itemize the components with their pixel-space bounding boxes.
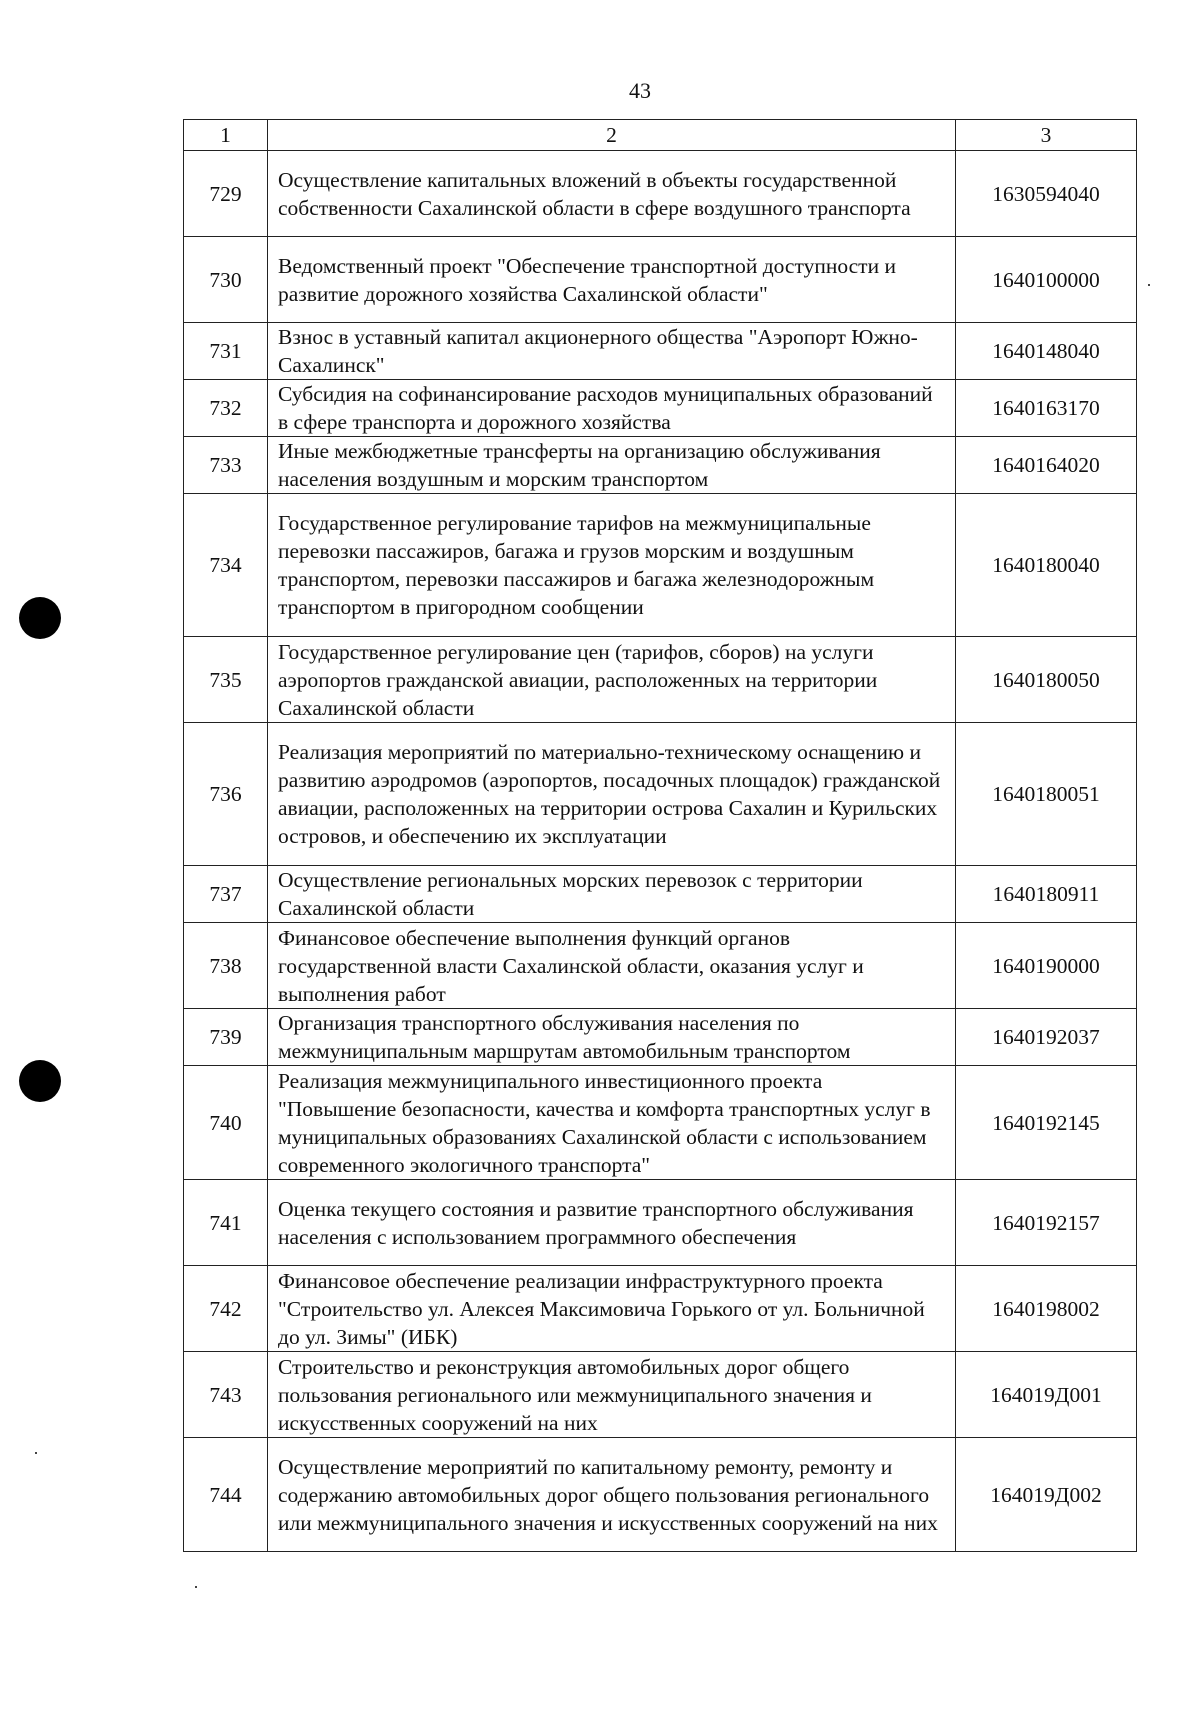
row-code: 1640192145 bbox=[956, 1066, 1137, 1180]
row-description: Государственное регулирование цен (тарифов, сборов) на услуги аэропортов гражданской авиации, расположенных на территории Сахалинской области bbox=[268, 637, 956, 723]
row-code: 1640100000 bbox=[956, 237, 1137, 323]
row-number: 739 bbox=[184, 1009, 268, 1066]
row-code: 1640192157 bbox=[956, 1180, 1137, 1266]
column-header-number: 1 bbox=[184, 120, 268, 151]
row-description: Государственное регулирование тарифов на межмуниципальные перевозки пассажиров, багажа и грузов морским и воздушным транспортом, перевозки пассажиров и багажа железнодорожным транспортом в пригородном сообщении bbox=[268, 494, 956, 637]
row-number: 738 bbox=[184, 923, 268, 1009]
row-description: Осуществление мероприятий по капитальному ремонту, ремонту и содержанию автомобильных дорог общего пользования регионального или межмуниципального значения и искусственных сооружений на них bbox=[268, 1438, 956, 1552]
table-row bbox=[184, 437, 1137, 494]
row-description: Оценка текущего состояния и развитие транспортного обслуживания населения с использованием программного обеспечения bbox=[268, 1180, 956, 1266]
table-row bbox=[184, 1009, 1137, 1066]
row-number: 740 bbox=[184, 1066, 268, 1180]
table-row bbox=[184, 323, 1137, 380]
row-code: 1640163170 bbox=[956, 380, 1137, 437]
row-code: 1640192037 bbox=[956, 1009, 1137, 1066]
row-number: 736 bbox=[184, 723, 268, 866]
table-row bbox=[184, 923, 1137, 1009]
row-number: 742 bbox=[184, 1266, 268, 1352]
row-code: 164019Д002 bbox=[956, 1438, 1137, 1552]
row-number: 730 bbox=[184, 237, 268, 323]
row-description: Финансовое обеспечение реализации инфраструктурного проекта "Строительство ул. Алексея Максимовича Горького от ул. Больничной до ул. Зимы" (ИБК) bbox=[268, 1266, 956, 1352]
row-description: Организация транспортного обслуживания населения по межмуниципальным маршрутам автомобильным транспортом bbox=[268, 1009, 956, 1066]
page-number: 43 bbox=[629, 78, 651, 103]
row-code: 1640164020 bbox=[956, 437, 1137, 494]
table-row bbox=[184, 1180, 1137, 1266]
row-description: Строительство и реконструкция автомобильных дорог общего пользования регионального или межмуниципального значения и искусственных сооружений на них bbox=[268, 1352, 956, 1438]
table-row bbox=[184, 1352, 1137, 1438]
row-code: 164019Д001 bbox=[956, 1352, 1137, 1438]
row-number: 731 bbox=[184, 323, 268, 380]
punch-hole-bottom bbox=[19, 1060, 61, 1102]
row-code: 1640180050 bbox=[956, 637, 1137, 723]
row-code: 1640148040 bbox=[956, 323, 1137, 380]
table-row bbox=[184, 1266, 1137, 1352]
row-number: 729 bbox=[184, 151, 268, 237]
row-code: 1640198002 bbox=[956, 1266, 1137, 1352]
row-number: 735 bbox=[184, 637, 268, 723]
row-description: Ведомственный проект "Обеспечение транспортной доступности и развитие дорожного хозяйства Сахалинской области" bbox=[268, 237, 956, 323]
row-number: 741 bbox=[184, 1180, 268, 1266]
row-number: 732 bbox=[184, 380, 268, 437]
table-row bbox=[184, 494, 1137, 637]
budget-code-table bbox=[183, 119, 1137, 1552]
punch-hole-top bbox=[19, 597, 61, 639]
table-row bbox=[184, 1438, 1137, 1552]
row-description: Взнос в уставный капитал акционерного общества "Аэропорт Южно-Сахалинск" bbox=[268, 323, 956, 380]
table-row bbox=[184, 237, 1137, 323]
table-row bbox=[184, 723, 1137, 866]
table-row bbox=[184, 637, 1137, 723]
row-description: Финансовое обеспечение выполнения функций органов государственной власти Сахалинской области, оказания услуг и выполнения работ bbox=[268, 923, 956, 1009]
row-description: Осуществление капитальных вложений в объекты государственной собственности Сахалинской области в сфере воздушного транспорта bbox=[268, 151, 956, 237]
row-code: 1640180040 bbox=[956, 494, 1137, 637]
column-header-code: 3 bbox=[956, 120, 1137, 151]
scan-speck bbox=[195, 1586, 197, 1588]
row-code: 1640180911 bbox=[956, 866, 1137, 923]
row-number: 737 bbox=[184, 866, 268, 923]
table-row bbox=[184, 866, 1137, 923]
row-code: 1630594040 bbox=[956, 151, 1137, 237]
row-number: 734 bbox=[184, 494, 268, 637]
row-code: 1640190000 bbox=[956, 923, 1137, 1009]
row-number: 733 bbox=[184, 437, 268, 494]
scan-speck bbox=[35, 1452, 37, 1454]
row-description: Реализация межмуниципального инвестиционного проекта "Повышение безопасности, качества и комфорта транспортных услуг в муниципальных образованиях Сахалинской области с использованием современного экологичного транспорта" bbox=[268, 1066, 956, 1180]
column-header-description: 2 bbox=[268, 120, 956, 151]
row-number: 744 bbox=[184, 1438, 268, 1552]
row-description: Реализация мероприятий по материально-техническому оснащению и развитию аэродромов (аэропортов, посадочных площадок) гражданской авиации, расположенных на территории острова Сахалин и Курильских островов, и обеспечению их эксплуатации bbox=[268, 723, 956, 866]
row-description: Иные межбюджетные трансферты на организацию обслуживания населения воздушным и морским транспортом bbox=[268, 437, 956, 494]
row-number: 743 bbox=[184, 1352, 268, 1438]
table-header-row bbox=[184, 120, 1137, 151]
table-row bbox=[184, 1066, 1137, 1180]
scan-speck bbox=[1148, 284, 1150, 286]
table-row bbox=[184, 151, 1137, 237]
row-code: 1640180051 bbox=[956, 723, 1137, 866]
table-row bbox=[184, 380, 1137, 437]
row-description: Осуществление региональных морских перевозок с территории Сахалинской области bbox=[268, 866, 956, 923]
row-description: Субсидия на софинансирование расходов муниципальных образований в сфере транспорта и дорожного хозяйства bbox=[268, 380, 956, 437]
